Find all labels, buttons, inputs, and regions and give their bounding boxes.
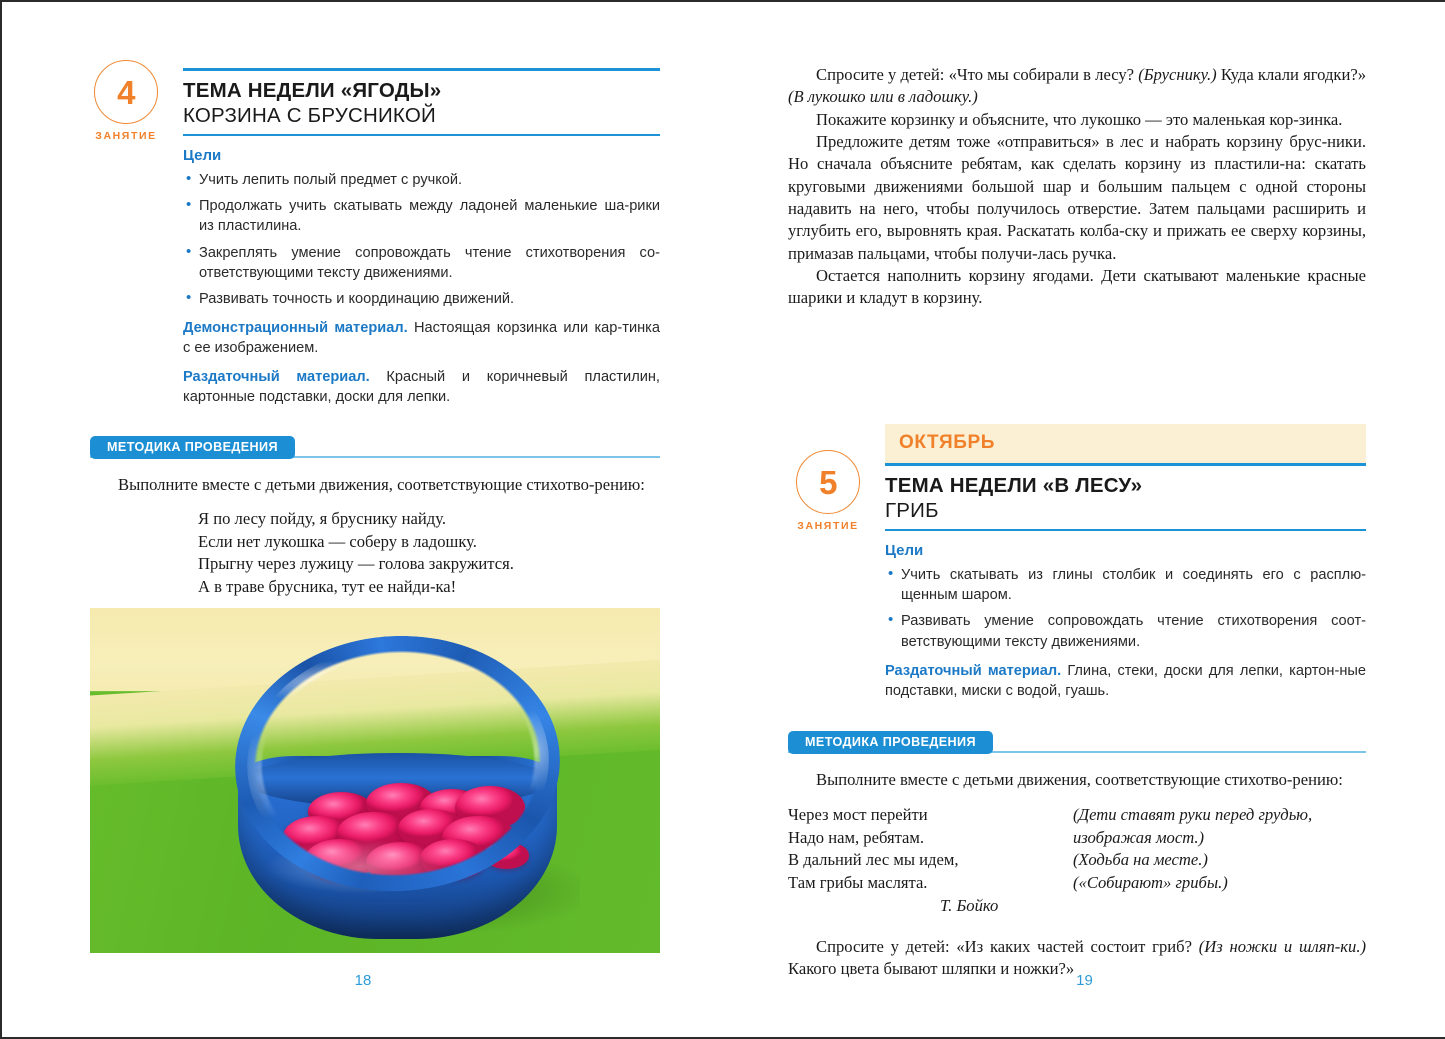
continuation-p1-b: Куда клали ягодки?» bbox=[1216, 65, 1366, 84]
continuation-p1-answer-1: (Бруснику.) bbox=[1138, 65, 1217, 84]
title-subject: ГРИБ bbox=[885, 498, 939, 522]
goals-list bbox=[885, 565, 1366, 652]
page-title bbox=[183, 71, 660, 134]
goal-item: • Закреплять умение сопровождать чтение стихотворения со-ответствующими тексту движениями. bbox=[183, 243, 660, 283]
left-content-column bbox=[183, 68, 660, 407]
method-intro-text: Выполните вместе с детьми движения, соответствующие стихотво-рению: bbox=[118, 475, 645, 494]
poem-row bbox=[788, 827, 1366, 849]
title-theme: ТЕМА НЕДЕЛИ «ЯГОДЫ» bbox=[183, 78, 442, 102]
method-intro bbox=[788, 769, 1366, 791]
page-number-right: 19 bbox=[1076, 972, 1093, 989]
continuation-text bbox=[788, 64, 1366, 309]
method-tab-row bbox=[788, 731, 1366, 754]
poem-right bbox=[788, 804, 1366, 917]
poem-action: (Ходьба на месте.) bbox=[1073, 850, 1208, 870]
materials-handout bbox=[885, 661, 1366, 701]
continuation-p1-answer-2: (В лукошко или в ладошку.) bbox=[788, 87, 978, 107]
closing-b: Какого цвета бывают шляпки и ножки?» bbox=[788, 959, 1075, 979]
poem-row bbox=[788, 849, 1366, 871]
method-section-left bbox=[90, 419, 660, 598]
goals-heading: Цели bbox=[885, 542, 924, 560]
materials-text: Настоящая корзинка или кар-тинка с ее изображением. bbox=[183, 319, 660, 357]
right-page bbox=[724, 2, 1445, 1037]
goal-item: • Продолжать учить скатывать между ладоней маленькие ша-рики из пластилина. bbox=[183, 196, 660, 236]
title-theme: ТЕМА НЕДЕЛИ «В ЛЕСУ» bbox=[885, 473, 1143, 497]
materials-text: Красный и коричневый пластилин, картонные подставки, доски для лепки. bbox=[183, 369, 660, 406]
lesson-badge-5 bbox=[792, 450, 864, 532]
goal-item: • Учить скатывать из глины столбик и соединять его с расплю-щенным шаром. bbox=[885, 565, 1366, 605]
goals-heading: Цели bbox=[183, 147, 222, 165]
page-number-left: 18 bbox=[354, 972, 372, 989]
poem-left bbox=[90, 508, 660, 598]
goal-item: • Развивать точность и координацию движений. bbox=[183, 289, 660, 309]
materials-handout bbox=[183, 367, 660, 407]
poem-line: Там грибы маслята. bbox=[788, 872, 928, 892]
continuation-paragraph-3: Предложите детям тоже «отправиться» в лес и набрать корзину брус-ники. Но сначала объясните ребятам, как сделать корзину из пластили-на: скатать круговыми движениями большой шар и большим пальцем с одной стороны надавить на него, чтобы получилось отверстие. Затем пальцами расширить и углубить его, выровнять края. Раскатать колба-ску и прижать ее сверху корзины, примазав пальцами, чтобы получи-лась ручка. bbox=[788, 131, 1366, 263]
method-tab: МЕТОДИКА ПРОВЕДЕНИЯ bbox=[90, 436, 295, 459]
lesson-number: 5 bbox=[819, 463, 837, 501]
poem-action: («Собирают» грибы.) bbox=[1073, 872, 1228, 892]
poem-action: (Дети ставят руки перед грудью, bbox=[1073, 805, 1313, 825]
right-content-column bbox=[885, 424, 1366, 701]
lesson-badge-label: ЗАНЯТИЕ bbox=[797, 520, 859, 532]
lesson-badge-4 bbox=[90, 60, 162, 142]
poem-row bbox=[788, 804, 1366, 826]
continuation-p1-a: Спросите у детей: «Что мы собирали в лесу? bbox=[816, 65, 1139, 84]
materials-label: Демонстрационный материал. bbox=[183, 319, 408, 336]
method-intro bbox=[90, 474, 660, 496]
lesson-badge-label: ЗАНЯТИЕ bbox=[95, 130, 157, 142]
materials-label: Раздаточный материал. bbox=[885, 662, 1062, 679]
poem-action: изображая мост.) bbox=[1073, 827, 1205, 847]
lesson-number: 4 bbox=[117, 73, 135, 111]
continuation-paragraph-1 bbox=[788, 64, 1366, 109]
poem-line: Прыгну через лужицу — голова закружится. bbox=[198, 554, 514, 574]
month-banner bbox=[885, 424, 1366, 463]
lesson-badge-circle bbox=[796, 450, 860, 514]
materials-demonstration bbox=[183, 318, 660, 358]
page-title bbox=[885, 466, 1366, 529]
poem-row bbox=[788, 872, 1366, 894]
poem-line: Я по лесу пойду, я бруснику найду. bbox=[198, 509, 446, 529]
left-page bbox=[2, 2, 724, 1037]
goal-item: • Развивать умение сопровождать чтение стихотворения соот-ветствующими тексту движениями. bbox=[885, 611, 1366, 651]
continuation-paragraph-2: Покажите корзинку и объясните, что лукошко — это маленькая кор-зинка. bbox=[816, 109, 1343, 129]
method-tab-row bbox=[90, 436, 660, 459]
lesson-badge-circle bbox=[94, 60, 158, 124]
goals-list bbox=[183, 170, 660, 309]
poem-line: Через мост перейти bbox=[788, 805, 928, 825]
poem-line: Если нет лукошка — соберу в ладошку. bbox=[198, 531, 477, 551]
method-section-right bbox=[788, 714, 1366, 980]
poem-line: Надо нам, ребятам. bbox=[788, 827, 925, 847]
method-tab: МЕТОДИКА ПРОВЕДЕНИЯ bbox=[788, 731, 993, 754]
materials-text: Глина, стеки, доски для лепки, картон-ные подставки, миски с водой, гуашь. bbox=[885, 662, 1366, 699]
poem-author: Т. Бойко bbox=[940, 896, 999, 916]
poem-line: А в траве брусника, тут ее найди-ка! bbox=[198, 576, 457, 596]
goal-item: • Учить лепить полый предмет с ручкой. bbox=[183, 170, 660, 190]
lesson-photo-basket bbox=[90, 608, 660, 953]
poem-line: В дальний лес мы идем, bbox=[788, 850, 959, 870]
closing-answer: (Из ножки и шляп-ки.) bbox=[1198, 936, 1366, 956]
month-name: ОКТЯБРЬ bbox=[899, 432, 996, 453]
method-intro-text: Выполните вместе с детьми движения, соответствующие стихотво-рению: bbox=[816, 770, 1343, 789]
continuation-paragraph-4: Остается наполнить корзину ягодами. Дети скатывают маленькие красные шарики и кладут в корзину. bbox=[788, 265, 1366, 308]
title-rule-bottom bbox=[885, 529, 1366, 532]
title-subject: КОРЗИНА С БРУСНИКОЙ bbox=[183, 103, 436, 127]
materials-label: Раздаточный материал. bbox=[183, 369, 370, 386]
closing-a: Спросите у детей: «Из каких частей состоит гриб? bbox=[816, 936, 1199, 956]
title-rule-bottom bbox=[183, 134, 660, 137]
